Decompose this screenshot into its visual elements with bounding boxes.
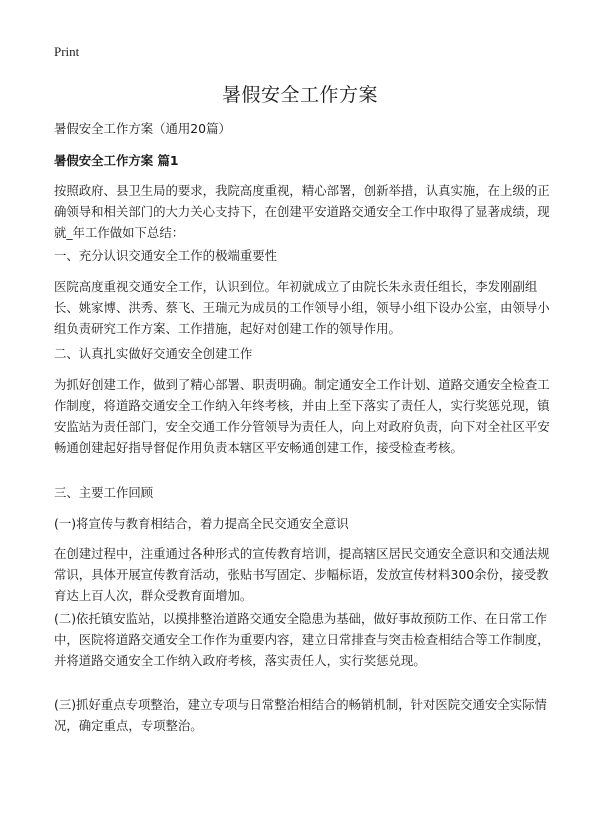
heading-one: 一、充分认识交通安全工作的极端重要性	[54, 248, 278, 263]
heading-three: 三、主要工作回顾	[54, 485, 154, 500]
paragraph-three: 在创建过程中，注重通过各种形式的宣传教育培训，提高辖区居民交通安全意识和交通法规常识，具体开展宣传教育活动，张贴书写固定、步幅标语，发放宣传材料300余份，接受教育达上百人次，群众受教育面增加。	[54, 546, 550, 603]
paragraph-five: (三)抓好重点专项整治，建立专项与日常整治相结合的畅销机制，针对医院交通安全实际情况，确定重点，专项整治。	[54, 697, 547, 733]
print-link[interactable]: Print	[54, 44, 80, 59]
document-title: 暑假安全工作方案	[221, 84, 378, 106]
paragraph-two: 为抓好创建工作，做到了精心部署、职责明确。制定通安全工作计划、道路交通安全检查工作制度，将道路交通安全工作纳入年终考核，并由上至下落实了责任人，实行奖惩兑现，镇安监站为责任部门，安全交通工作分管领导为责任人，向上对政府负责，向下对全社区平安畅通创建起好指导督促作用负责本辖区平安畅通创建工作，接受检查考核。	[54, 377, 550, 455]
paragraph-one: 医院高度重视交通安全工作，认识到位。年初就成立了由院长朱永责任组长，李发刚副组长、姚家博、洪秀、蔡飞、王瑞元为成员的工作领导小组，领导小组下设办公室，由领导小组负责研究工作方案、工作措施，起好对创建工作的领导作用。	[54, 279, 550, 336]
paragraph-four: (二)依托镇安监站，以摸排整治道路交通安全隐患为基础，做好事故预防工作、在日常工作中，医院将道路交通安全工作作为重要内容，建立日常排查与突击检查相结合等工作制度，并将道路交通安全工作纳入政府考核，落实责任人，实行奖惩兑现。	[54, 611, 550, 668]
document-subtitle: 暑假安全工作方案（通用20篇）	[54, 121, 231, 136]
subheading-one: (一)将宣传与教育相结合，着力提高全民交通安全意识	[54, 516, 349, 531]
section-heading: 暑假安全工作方案 篇1	[54, 153, 179, 168]
intro-paragraph: 按照政府、县卫生局的要求，我院高度重视，精心部署，创新举措，认真实施，在上级的正确领导和相关部门的大力关心支持下，在创建平安道路交通安全工作中取得了显著成绩，现就_年工作做如下总结：	[54, 183, 550, 240]
heading-two: 二、认真扎实做好交通安全创建工作	[54, 346, 253, 361]
